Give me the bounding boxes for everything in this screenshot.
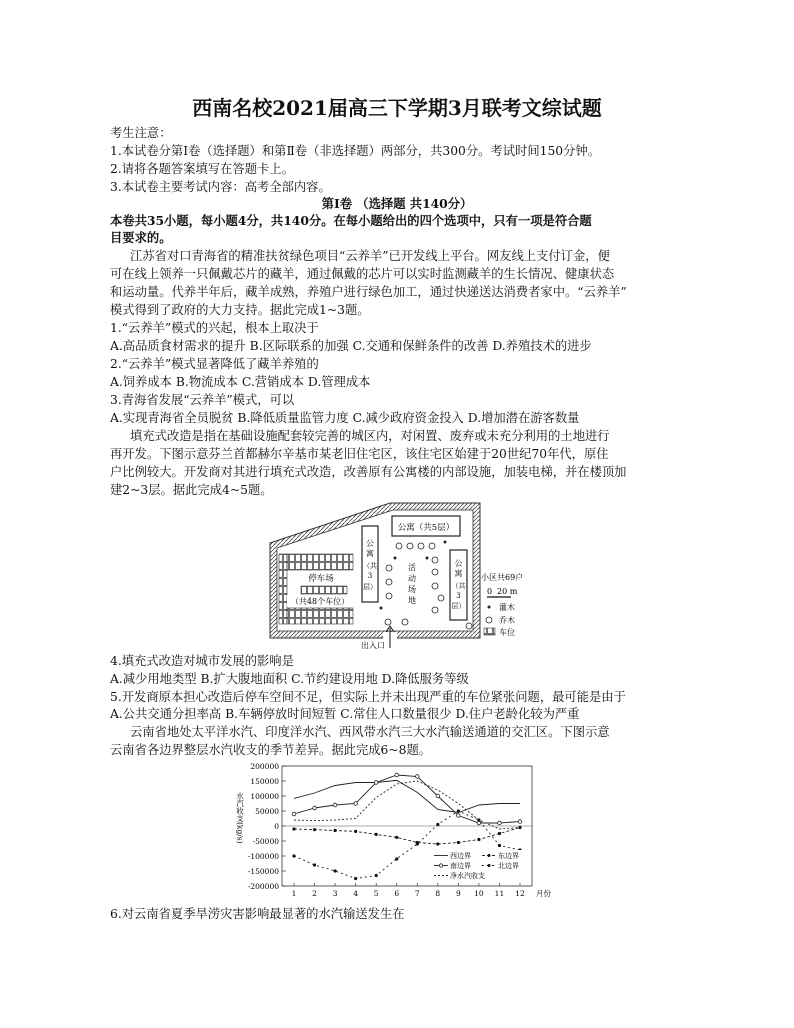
legend-parking-icon [484,628,495,635]
question-2-stem: 2.“云养羊”模式显著降低了藏羊养殖的 [110,357,319,371]
passage1-line-2: 可在线上领养一只佩戴芯片的藏羊，通过佩戴的芯片可以实时监测藏羊的生长情况、健康状态 [110,267,615,281]
series-2-point [436,842,439,845]
y-tick-label: 150000 [250,777,279,786]
y-tick-label: -150000 [247,867,279,876]
series-line-1 [294,780,520,812]
series-line-2 [294,828,520,845]
x-axis-label: 月份 [536,889,551,898]
series-3-point [354,802,358,806]
legend-label-2: 东边界 [498,852,519,860]
scale-twenty: 20 m [497,587,518,596]
y-axis-label: 水汽收支(kg/s) [235,792,245,844]
series-4-point [457,809,460,812]
exam-title: 西南名校2021届高三下学期3月联考文综试题 [192,96,602,120]
apartment-right-char-2: 寓 [454,569,463,578]
entrance-label: 出入口 [361,641,385,650]
passage3-line-1: 云南省地处太平洋水汽、印度洋水汽、西风带水汽三大水汽输送通道的交汇区。下图示意 [130,725,610,739]
legend-marker-2 [488,854,491,857]
passage1-line-1: 江苏省对口青海省的精准扶贫绿色项目“云养羊”已开发线上平台。网友线上支付订金，便 [130,249,610,263]
legend-marker-3 [439,864,442,867]
notice-line-3: 3.本试卷主要考试内容：高考全部内容。 [110,180,331,194]
activity-char-4: 地 [408,596,416,605]
passage2-line-1: 填充式改造是指在基础设施配套较完善的城区内，对闲置、废弃或未充分利用的土地进行 [130,429,610,443]
series-2-point [395,836,398,839]
question-4-stem: 4.填充式改造对城市发展的影响是 [110,654,294,668]
series-3-point [292,812,296,816]
parking-spaces-left [279,554,287,624]
series-2-point [498,832,501,835]
question-5-stem: 5.开发商原本担心改造后停车空间不足，但实际上并未出现严重的车位紧张问题，最可能是由于 [110,690,626,704]
notice-line-2: 2.请将各题答案填写在答题卡上。 [110,162,294,176]
passage1-line-4: 模式得到了政府的大力支持。据此完成1~3题。 [110,303,370,317]
passage2-line-3: 户比例较大。开发商对其进行填充式改造，改善原有公寓楼的内部设施，加装电梯，并在楼顶加 [110,465,627,479]
apartment-left-char-5: 层） [363,583,377,591]
apartment-right-char-4: 3 [456,592,461,600]
notice-heading: 考生注意： [110,126,172,140]
x-tick-label: 1 [291,889,297,898]
legend-tree-icon [486,617,492,623]
y-tick-label: 0 [274,822,279,831]
apartment-left-char-1: 公 [366,539,374,548]
vapor-budget-chart [230,760,560,904]
question-3-options: A.实现青海省全员脱贫 B.降低质量监管力度 C.减少政府资金投入 D.增加潜在游客数量 [110,411,580,425]
parking-spaces-mid [301,586,347,594]
instruction-line-1: 本卷共35小题，每小题4分，共140分。在每小题给出的四个选项中，只有一项是符合题 [110,213,592,228]
parking-spaces-bottom [287,608,353,624]
households-label: 小区共69户 [481,573,524,582]
activity-char-1: 活 [408,563,416,572]
series-3-point [313,806,317,810]
legend-label-5: 净水汽收支 [450,872,485,880]
series-3-point [395,773,399,777]
series-2-point [333,829,336,832]
series-4-point [292,854,295,857]
series-4-point [436,823,439,826]
x-tick-label: 3 [332,889,338,898]
legend-label-3: 南边界 [450,862,471,870]
section-title: 第Ⅰ卷 （选择题 共140分） [321,196,473,211]
apartment-right-char-1: 公 [454,559,463,568]
series-line-3 [294,775,520,823]
y-tick-label: 100000 [250,792,279,801]
legend-parking: 车位 [499,628,515,637]
x-tick-label: 12 [515,889,525,898]
x-tick-label: 7 [414,889,420,898]
legend-marker-4 [488,864,491,867]
series-4-point [354,877,357,880]
passage2-line-2: 再开发。下图示意芬兰首都赫尔辛基市某老旧住宅区，该住宅区始建于20世纪70年代，原住 [110,447,609,461]
legend-shrub: 灌木 [499,603,515,612]
x-tick-label: 4 [353,889,359,898]
passage3-line-2: 云南省各边界整层水汽收支的季节差异。据此完成6~8题。 [110,743,432,757]
legend-shrub-icon [488,606,491,609]
legend-label-1: 西边界 [450,852,471,860]
question-1-options: A.高品质食材需求的提升 B.区际联系的加强 C.交通和保鲜条件的改善 D.养殖技术的进步 [110,339,592,353]
apartment-right-char-3: （共 [451,582,466,590]
instruction-line-2: 目要求的。 [110,230,172,245]
series-4-point [416,842,419,845]
series-2-point [354,830,357,833]
question-5-options: A.公共交通分担率高 B.车辆停放时间短暂 C.常住人口数量很少 D.住户老龄化较为严重 [110,707,580,721]
question-1-stem: 1.“云养羊”模式的兴起，根本上取决于 [110,321,319,335]
notice-line-1: 1.本试卷分第Ⅰ卷（选择题）和第Ⅱ卷（非选择题）两部分，共300分。考试时间150分钟。 [110,144,600,158]
series-4-point [333,869,336,872]
x-tick-label: 9 [455,889,461,898]
legend-tree: 乔木 [499,616,515,625]
y-tick-label: -100000 [247,852,279,861]
apartment-right-char-5: 层） [451,602,466,610]
parking-count: （共48个车位） [290,597,350,606]
series-3-point [457,814,461,818]
question-4-options: A.减少用地类型 B.扩大腹地面积 C.节约建设用地 D.降低服务等级 [110,672,469,686]
series-4-point [313,863,316,866]
activity-char-2: 动 [408,574,416,583]
series-2-point [375,833,378,836]
passage2-line-4: 建2~3层。据此完成4~5题。 [110,483,273,497]
series-3-point [518,820,522,824]
series-3-point [436,794,440,798]
parking-spaces-top [287,554,353,570]
series-2-point [477,838,480,841]
y-tick-label: 200000 [250,762,279,771]
apartment-left-char-3: （共 [363,562,377,570]
activity-char-3: 场 [408,585,416,594]
y-tick-label: -50000 [252,837,279,846]
question-6-stem: 6.对云南省夏季旱涝灾害影响最显著的水汽输送发生在 [110,907,405,921]
x-tick-label: 2 [312,889,317,898]
x-tick-label: 10 [474,889,484,898]
series-3-point [374,781,378,785]
series-2-point [313,828,316,831]
question-2-options: A.饲养成本 B.物流成本 C.营销成本 D.管理成本 [110,375,371,389]
series-4-point [395,857,398,860]
legend-label-4: 北边界 [498,862,519,870]
x-tick-label: 5 [373,889,379,898]
apartment-left-char-4: 3 [367,572,373,580]
residential-map [265,498,524,650]
passage1-line-3: 和运动量。代养半年后，藏羊成熟，养殖户进行绿色加工，通过快递送达消费者家中。“云养羊” [110,285,627,299]
x-tick-label: 6 [394,889,400,898]
series-4-point [498,844,501,847]
apartment-left-char-2: 寓 [366,549,374,558]
x-tick-label: 8 [435,889,441,898]
series-3-point [333,803,337,807]
scale-zero: 0 [487,587,493,596]
series-4-point [375,874,378,877]
series-2-point [292,827,295,830]
y-tick-label: -200000 [247,882,279,891]
apartment-5-label: 公寓（共5层） [397,523,455,533]
y-tick-label: 50000 [255,807,279,816]
question-3-stem: 3.青海省发展“云养羊”模式，可以 [110,393,295,407]
x-tick-label: 11 [494,889,505,898]
series-2-point [457,841,460,844]
series-3-point [498,821,502,825]
parking-label: 停车场 [308,574,334,584]
series-3-point [415,775,419,779]
